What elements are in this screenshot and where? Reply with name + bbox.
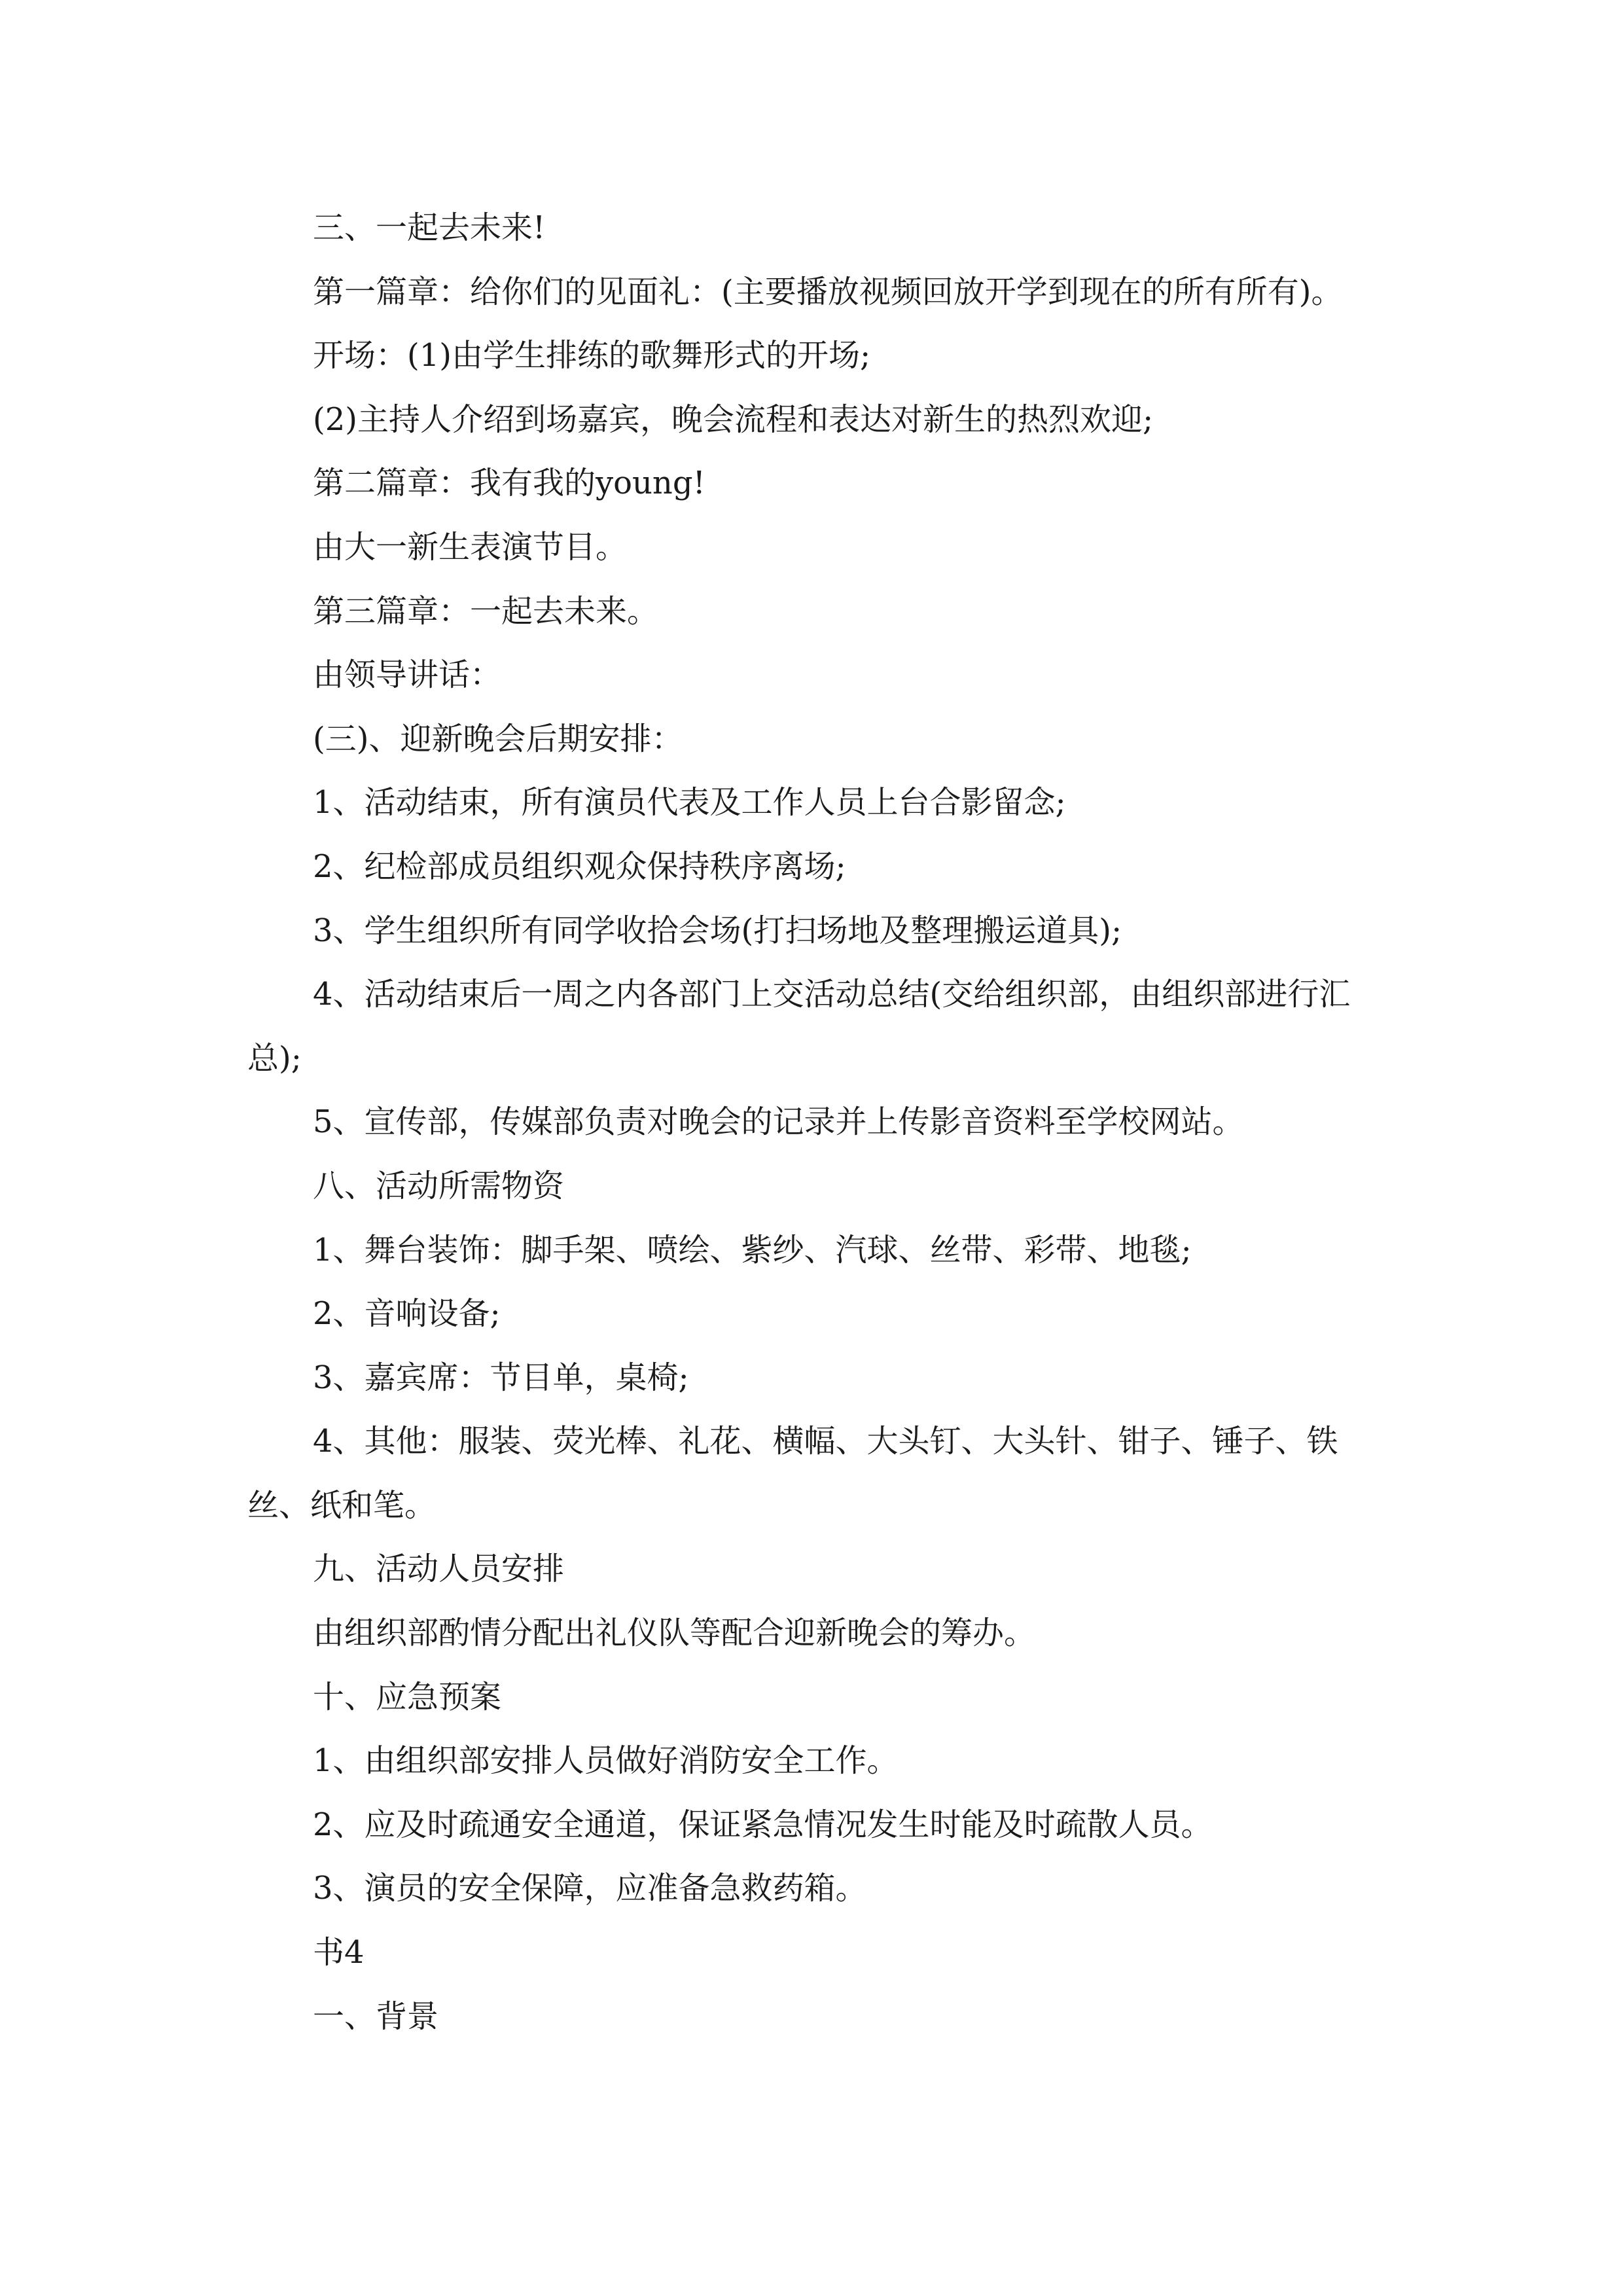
- paragraph: 第二篇章：我有我的young!: [313, 465, 705, 502]
- list-item: 5、宣传部，传媒部负责对晚会的记录并上传影音资料至学校网站。: [313, 1103, 1244, 1141]
- list-item: 1、舞台装饰：脚手架、喷绘、紫纱、汽球、丝带、彩带、地毯;: [313, 1231, 1192, 1268]
- list-item: 3、演员的安全保障，应准备急救药箱。: [313, 1870, 867, 1907]
- section-heading: (三)、迎新晚会后期安排：: [313, 720, 683, 757]
- list-item: 2、纪检部成员组织观众保持秩序离场;: [313, 848, 846, 885]
- list-item: 3、学生组织所有同学收拾会场(打扫场地及整理搬运道具);: [313, 912, 1122, 949]
- section-heading: 十、应急预案: [313, 1678, 502, 1715]
- paragraph: 由领导讲话：: [313, 656, 502, 694]
- list-item: 2、音响设备;: [313, 1295, 501, 1333]
- paragraph: 开场：(1)由学生排练的歌舞形式的开场;: [313, 337, 871, 374]
- paragraph: (2)主持人介绍到场嘉宾，晚会流程和表达对新生的热烈欢迎;: [313, 401, 1154, 438]
- list-item: 2、应及时疏通安全通道，保证紧急情况发生时能及时疏散人员。: [313, 1806, 1213, 1843]
- list-item: 1、活动结束，所有演员代表及工作人员上台合影留念;: [313, 784, 1066, 821]
- paragraph: 第一篇章：给你们的见面礼：(主要播放视频回放开学到现在的所有所有)。: [313, 273, 1343, 310]
- paragraph: 由大一新生表演节目。: [313, 528, 628, 565]
- document-body: [247, 196, 1380, 2049]
- paragraph: 由组织部酌情分配出礼仪队等配合迎新晚会的筹办。: [313, 1615, 1036, 1652]
- list-item: 4、活动结束后一周之内各部门上交活动总结(交给组织部，由组织部进行汇总);: [247, 976, 1351, 1077]
- section-heading: 书4: [313, 1934, 365, 1971]
- list-item: 3、嘉宾席：节目单，桌椅;: [313, 1359, 689, 1396]
- section-heading: 九、活动人员安排: [313, 1551, 565, 1588]
- section-heading: 一、背景: [313, 1998, 439, 2035]
- section-heading: 八、活动所需物资: [313, 1167, 565, 1204]
- list-item: 4、其他：服装、荧光棒、礼花、横幅、大头钉、大头针、钳子、锤子、铁丝、纸和笔。: [247, 1423, 1338, 1524]
- paragraph: 第三篇章：一起去未来。: [313, 592, 659, 630]
- section-heading: 三、一起去未来!: [313, 209, 546, 246]
- list-item: 1、由组织部安排人员做好消防安全工作。: [313, 1742, 899, 1780]
